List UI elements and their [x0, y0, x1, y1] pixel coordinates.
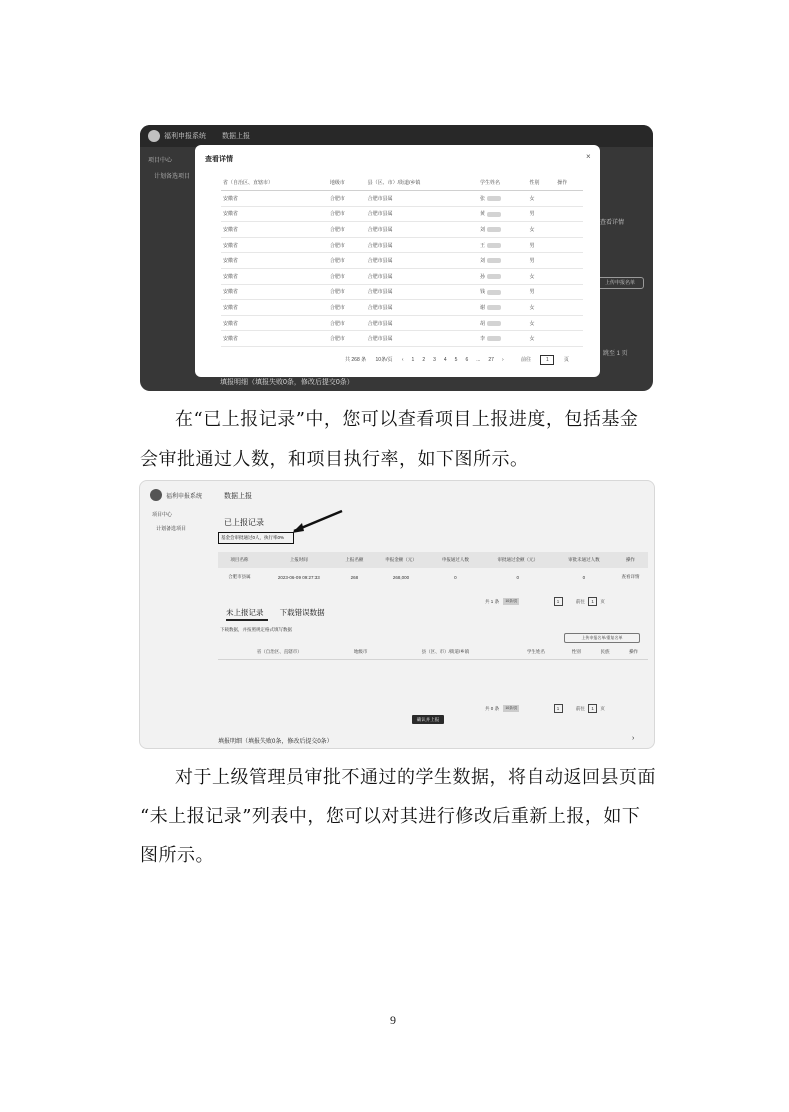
- table-cell: [328, 315, 366, 331]
- table-cell: [478, 331, 528, 347]
- sidebar-item-project-center[interactable]: 项目中心: [148, 158, 173, 164]
- pager-goto-label: 前往: [575, 706, 585, 711]
- cell-text: 李: [479, 336, 485, 343]
- table-row: [221, 253, 583, 269]
- app-logo-icon: [148, 130, 160, 142]
- cell-project-name: 合肥市县属: [228, 574, 251, 579]
- table-row: [221, 206, 583, 222]
- paragraph-2-line-3: 图所示。: [140, 845, 214, 866]
- table-row: [221, 222, 583, 238]
- table-cell: [478, 206, 528, 222]
- paragraph-1-line-2: 会审批通过人数，和项目执行率，如下图所示。: [140, 449, 529, 470]
- column-header: 学生姓名: [510, 645, 562, 660]
- table-cell-action: [555, 237, 583, 253]
- cell-text: 安徽省: [223, 226, 239, 233]
- tab-data-report[interactable]: 数据上报: [222, 133, 250, 140]
- table-cell-action: [555, 331, 583, 347]
- app-title: 福利申报系统: [166, 494, 203, 500]
- table-cell: [328, 300, 366, 316]
- tab-unreported[interactable]: 未上报记录: [226, 608, 264, 617]
- reported-table: [218, 552, 648, 586]
- table-cell-action: [555, 253, 583, 269]
- pager-size-select[interactable]: 10条/页: [503, 598, 519, 605]
- table-cell: [527, 222, 555, 238]
- table-row: [221, 284, 583, 300]
- column-header: 性别: [527, 174, 555, 191]
- cell-text: 合肥市: [329, 273, 345, 280]
- redacted-name-mask: [487, 305, 501, 310]
- page-number: 9: [390, 1013, 396, 1027]
- table-cell: [527, 206, 555, 222]
- cell-text: 男: [529, 211, 535, 218]
- close-icon[interactable]: ×: [586, 152, 591, 161]
- app-logo-icon: [150, 489, 162, 501]
- table-row: [218, 568, 648, 586]
- pager-jump-input[interactable]: 1: [588, 597, 597, 606]
- table-row: [221, 268, 583, 284]
- column-header: 县（区、市）/街道/乡镇: [366, 174, 478, 191]
- cell-text: 男: [529, 289, 535, 296]
- table-cell-action: [555, 284, 583, 300]
- pager-page-button[interactable]: 2: [422, 357, 426, 363]
- table-cell: [328, 253, 366, 269]
- table-cell: [527, 268, 555, 284]
- cell-text: 安徽省: [223, 211, 239, 218]
- cell-text: 合肥市: [329, 336, 345, 343]
- table-cell: [328, 268, 366, 284]
- pager-goto-label: 前往: [521, 357, 532, 363]
- redacted-name-mask: [487, 258, 501, 263]
- table-cell: [478, 237, 528, 253]
- column-header: 省（自治区、直辖市）: [221, 174, 328, 191]
- column-header: 操作: [555, 174, 583, 191]
- cell-text: 合肥市县属: [367, 195, 393, 202]
- table-cell: [478, 253, 528, 269]
- cell-report-time: 2023-06-09 09:27:33: [277, 574, 320, 580]
- cell-text: 合肥市: [329, 320, 345, 327]
- redacted-name-mask: [487, 212, 501, 217]
- redacted-name-mask: [487, 227, 501, 232]
- table-cell: [478, 191, 528, 207]
- pointer-arrow-icon: [290, 507, 350, 535]
- pagination-unreported: [485, 704, 605, 713]
- table-cell: [328, 191, 366, 207]
- pager-jump-input[interactable]: 1: [540, 355, 554, 365]
- paragraph-1-line-1: 在“已上报记录”中，您可以查看项目上报进度，包括基金: [175, 409, 639, 430]
- screenshot-view-details: [140, 125, 653, 391]
- footer-status-bar: 填报明细（填报失败0条，修改后提交0条）: [218, 739, 333, 745]
- column-header: 地级市: [328, 174, 366, 191]
- table-cell: [221, 253, 328, 269]
- record-tabs: [226, 607, 339, 618]
- background-pager[interactable]: 跳至 1 页: [603, 351, 628, 357]
- bottom-status-bar: 填报明细（填报失败0条，修改后提交0条）: [220, 379, 354, 386]
- submit-report-button[interactable]: 确认并上报: [412, 715, 444, 724]
- paragraph-2-line-1: 对于上级管理员审批不通过的学生数据，将自动返回县页面: [175, 767, 656, 788]
- pager-size-select[interactable]: 10条/页: [375, 357, 393, 363]
- upload-list-button[interactable]: 上传申报名单: [596, 277, 644, 289]
- table-cell: [328, 331, 366, 347]
- column-header: 地级市: [340, 645, 380, 660]
- pager-page-button[interactable]: 6: [465, 357, 469, 363]
- table-cell: [527, 237, 555, 253]
- cell-approved-amount: 0: [516, 574, 519, 580]
- cell-text: 胡: [479, 320, 485, 327]
- table-cell: [366, 237, 478, 253]
- cell-text: 女: [529, 304, 535, 311]
- table-cell-action: [555, 268, 583, 284]
- tab-data-report[interactable]: 数据上报: [224, 493, 252, 500]
- table-cell: [328, 237, 366, 253]
- table-cell: [221, 284, 328, 300]
- column-header: 性别: [562, 645, 591, 660]
- cell-text: 安徽省: [223, 304, 239, 311]
- table-cell: [328, 206, 366, 222]
- cell-text: 合肥市: [329, 211, 345, 218]
- active-tab-underline: [226, 619, 268, 621]
- cell-text: 合肥市: [329, 242, 345, 249]
- cell-text: 刘: [479, 226, 485, 233]
- column-header: 省（自治区、直辖市）: [218, 645, 340, 660]
- table-cell: [527, 253, 555, 269]
- redacted-name-mask: [487, 196, 501, 201]
- cell-text: 安徽省: [223, 273, 239, 280]
- table-cell: [328, 284, 366, 300]
- column-header: 审批未通过人数: [555, 552, 613, 568]
- sidebar-item-project-center[interactable]: 项目中心: [152, 512, 173, 518]
- table-cell: [527, 331, 555, 347]
- details-table: [221, 174, 583, 347]
- cell-text: 合肥市县属: [367, 289, 393, 296]
- table-cell: [478, 315, 528, 331]
- redacted-name-mask: [487, 290, 501, 295]
- column-header: 上报名额: [337, 552, 372, 568]
- modal-title: 查看详情: [205, 156, 233, 163]
- pager-unit: 页: [563, 357, 569, 363]
- column-header: 申报金额（元）: [372, 552, 430, 568]
- pager-page[interactable]: 1: [554, 704, 563, 713]
- view-details-link[interactable]: 查看详情: [621, 574, 640, 579]
- table-cell: [478, 284, 528, 300]
- redacted-name-mask: [487, 321, 501, 326]
- table-cell: [478, 300, 528, 316]
- upload-list-button[interactable]: 上传申报名单/重复名单: [564, 633, 640, 643]
- cell-text: 合肥市县属: [367, 226, 393, 233]
- table-cell: [221, 222, 328, 238]
- sidebar-item-plan-projects[interactable]: 计划备选项目: [154, 174, 191, 180]
- app-topbar: [140, 125, 653, 147]
- sidebar-item-plan-projects[interactable]: 计划备选项目: [156, 526, 187, 532]
- column-header: 学生姓名: [478, 174, 528, 191]
- column-header: 上报时间: [261, 552, 337, 568]
- cell-text: 安徽省: [223, 289, 239, 296]
- unreported-table: [218, 645, 648, 660]
- pager-unit: 页: [600, 599, 605, 604]
- section-title-reported: 已上报记录: [224, 518, 264, 527]
- cell-text: 王: [479, 242, 485, 249]
- table-cell-action: [555, 191, 583, 207]
- cell-text: 女: [529, 336, 535, 343]
- pager-page-button[interactable]: ...: [476, 357, 481, 363]
- cell-text: 女: [529, 226, 535, 233]
- pager-jump-input[interactable]: 1: [588, 704, 597, 713]
- download-tip: 下载数据，并按照规定格式填写数据: [220, 627, 292, 632]
- pagination: [345, 355, 577, 365]
- pager-page[interactable]: 1: [554, 597, 563, 606]
- pager-pages: [402, 357, 512, 363]
- table-cell: [527, 315, 555, 331]
- pager-page-button[interactable]: 27: [488, 357, 494, 363]
- cell-text: 女: [529, 273, 535, 280]
- table-cell: [478, 268, 528, 284]
- cell-amount: 268,000: [392, 574, 410, 580]
- cell-text: 安徽省: [223, 258, 239, 265]
- cell-text: 合肥市: [329, 289, 345, 296]
- table-row: [221, 315, 583, 331]
- pager-page-button[interactable]: ›: [501, 357, 504, 363]
- table-cell: [221, 191, 328, 207]
- paragraph-2-line-2: “未上报记录”列表中，您可以对其进行修改后重新上报，如下: [140, 806, 641, 827]
- table-cell: [221, 268, 328, 284]
- cell-text: 男: [529, 242, 535, 249]
- table-row: [221, 191, 583, 207]
- cell-text: 张: [479, 195, 485, 202]
- table-row: [221, 300, 583, 316]
- pager-page-button[interactable]: 4: [443, 357, 447, 363]
- cell-text: 安徽省: [223, 336, 239, 343]
- screenshot-reported-records: [139, 480, 655, 749]
- table-cell: [366, 191, 478, 207]
- cell-text: 安徽省: [223, 242, 239, 249]
- cell-text: 男: [529, 258, 535, 265]
- redacted-name-mask: [487, 336, 501, 341]
- table-cell: [366, 284, 478, 300]
- pager-page-button[interactable]: 3: [433, 357, 436, 363]
- cell-text: 合肥市县属: [367, 336, 393, 343]
- approval-summary-highlight: 基金会审批通过0人，执行率0%: [218, 532, 294, 544]
- table-cell: [221, 300, 328, 316]
- column-header: 申报通过人数: [430, 552, 481, 568]
- cell-text: 钱: [479, 289, 485, 296]
- table-cell: [366, 300, 478, 316]
- pagination-reported: [485, 597, 605, 606]
- table-cell: [221, 206, 328, 222]
- pager-page-button[interactable]: 1: [411, 357, 415, 363]
- cell-text: 孙: [479, 273, 485, 280]
- table-cell-action: [555, 315, 583, 331]
- column-header: 县（区、市）/街道/乡镇: [381, 645, 510, 660]
- redacted-name-mask: [487, 243, 501, 248]
- table-cell: [221, 237, 328, 253]
- column-header: 审批通过金额（元）: [481, 552, 555, 568]
- table-cell: [527, 191, 555, 207]
- cell-text: 谢: [479, 304, 485, 311]
- pager-page-button[interactable]: ‹: [401, 357, 404, 363]
- table-cell: [366, 331, 478, 347]
- table-cell: [366, 253, 478, 269]
- column-header: 项目名称: [218, 552, 261, 568]
- pager-size-select[interactable]: 10条/页: [503, 705, 519, 712]
- pager-total: 共 1 条: [485, 599, 500, 604]
- pager-page-button[interactable]: 5: [454, 357, 458, 363]
- table-cell-action: [555, 206, 583, 222]
- table-cell: [366, 206, 478, 222]
- tab-download-errors[interactable]: 下载错误数据: [279, 608, 325, 617]
- table-cell: [221, 331, 328, 347]
- pager-goto-label: 前往: [575, 599, 585, 604]
- cell-text: 合肥市县属: [367, 320, 393, 327]
- table-cell: [221, 315, 328, 331]
- table-header-row: [218, 552, 648, 568]
- cell-text: 合肥市县属: [367, 211, 393, 218]
- column-header: 操作: [619, 645, 648, 660]
- table-cell: [478, 222, 528, 238]
- table-cell: [527, 284, 555, 300]
- table-cell: [366, 222, 478, 238]
- table-cell: [328, 222, 366, 238]
- pager-total: 共 0 条: [485, 706, 500, 711]
- cell-quota: 268: [350, 574, 359, 580]
- pager-total: 共 268 条: [345, 357, 367, 363]
- cell-text: 合肥市: [329, 304, 345, 311]
- redacted-name-mask: [487, 274, 501, 279]
- cell-text: 合肥市县属: [367, 242, 393, 249]
- cell-text: 黄: [479, 211, 485, 218]
- cell-text: 合肥市县属: [367, 258, 393, 265]
- cell-text: 合肥市: [329, 226, 345, 233]
- cell-text: 刘: [479, 258, 485, 265]
- table-header-row: [221, 174, 583, 191]
- table-row: [221, 237, 583, 253]
- cell-text: 安徽省: [223, 195, 239, 202]
- app-title: 福利申报系统: [164, 133, 206, 140]
- cell-text: 合肥市: [329, 195, 345, 202]
- column-header: 民族: [591, 645, 620, 660]
- table-cell-action: [555, 222, 583, 238]
- cell-text: 女: [529, 320, 535, 327]
- cell-text: 合肥市: [329, 258, 345, 265]
- column-header: 操作: [613, 552, 648, 568]
- cell-text: 合肥市县属: [367, 304, 393, 311]
- cell-text: 女: [529, 195, 535, 202]
- cell-text: 合肥市县属: [367, 273, 393, 280]
- table-cell: [527, 300, 555, 316]
- table-row: [221, 331, 583, 347]
- table-header-row: [218, 645, 648, 660]
- cell-text: 安徽省: [223, 320, 239, 327]
- view-details-link[interactable]: 查看详情: [600, 220, 625, 226]
- cell-rejected-count: 0: [582, 574, 586, 580]
- pager-unit: 页: [600, 706, 605, 711]
- table-cell-action: [555, 300, 583, 316]
- chevron-right-icon[interactable]: ›: [632, 735, 635, 742]
- details-modal: [195, 145, 600, 377]
- table-cell: [366, 268, 478, 284]
- cell-passed-count: 0: [454, 574, 457, 580]
- table-cell: [366, 315, 478, 331]
